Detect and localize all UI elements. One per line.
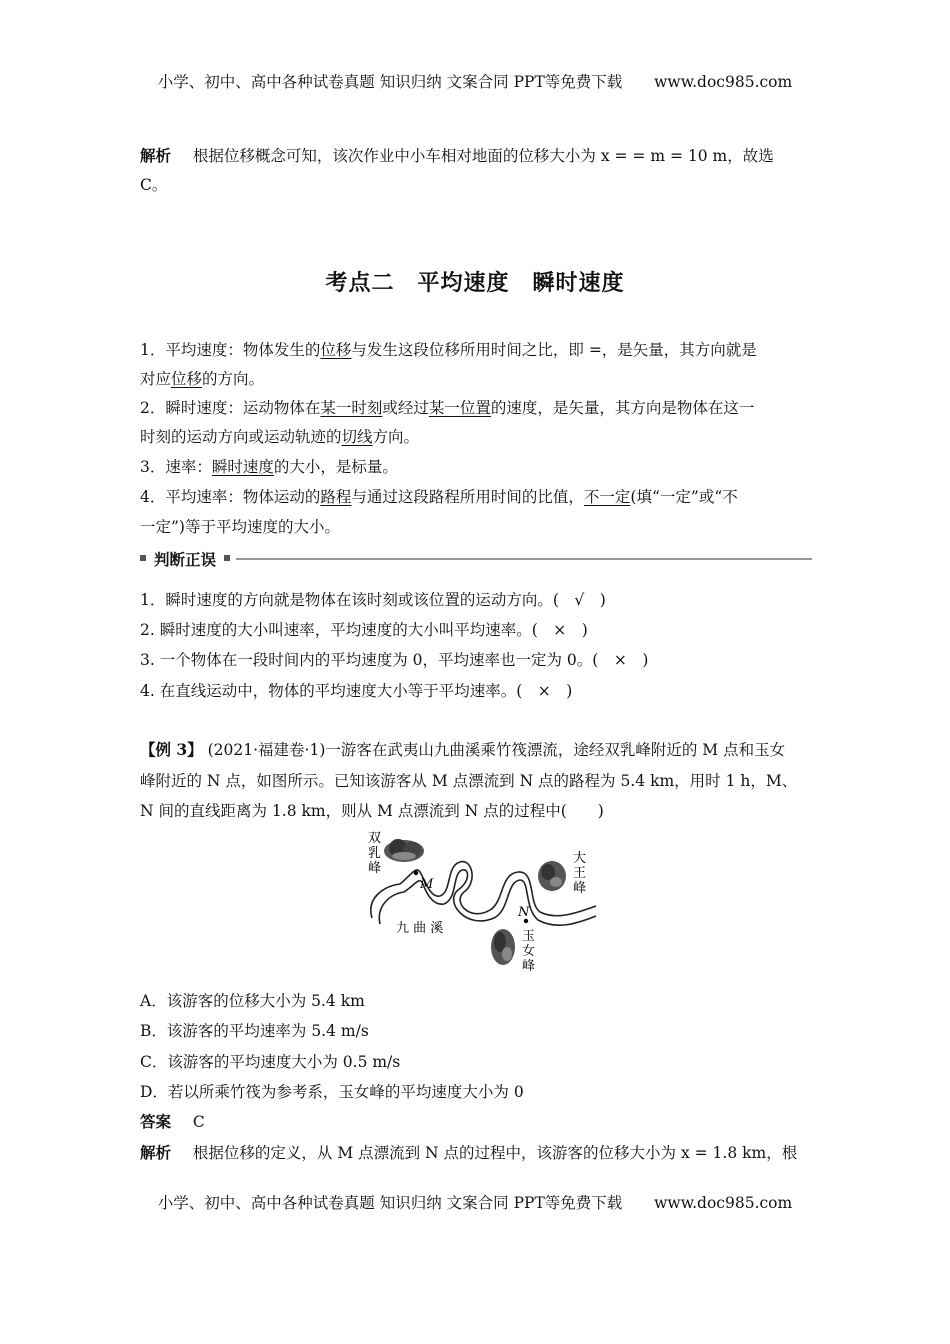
text-segment: 对应 (140, 370, 172, 388)
shuangru-label-3: 峰 (368, 861, 382, 876)
text-segment: (填“一定”或“不 (630, 488, 738, 506)
underlined-answer: 瞬时速度 (211, 458, 274, 476)
footer-url: www.doc985.com (654, 1194, 793, 1212)
option-b: B．该游客的平均速率为 5.4 m/s (140, 1022, 369, 1040)
underlined-answer: 路程 (320, 488, 352, 506)
square-bullet-icon (224, 555, 230, 561)
option-a: A．该游客的位移大小为 5.4 km (140, 992, 365, 1010)
judge-item: 3. 一个物体在一段时间内的平均速度为 0，平均速率也一定为 0。( × ) (140, 651, 649, 669)
answer-value: C (192, 1113, 205, 1131)
text-segment: 2．瞬时速度：运动物体在 (140, 399, 321, 417)
shuangru-label-2: 乳 (368, 846, 382, 861)
text-segment: 方向。 (372, 428, 420, 446)
example-line-2: 峰附近的 N 点，如图所示。已知该游客从 M 点漂流到 N 点的路程为 5.4 km，用时 1 h，M、 (140, 772, 798, 790)
section-title: 考点二 平均速度 瞬时速度 (325, 271, 625, 296)
underlined-answer: 切线 (341, 428, 373, 446)
yunu-label-3: 峰 (522, 959, 536, 974)
option-d: D．若以所乘竹筏为参考系，玉女峰的平均速度大小为 0 (140, 1083, 524, 1101)
dawang-label-3: 峰 (573, 881, 587, 896)
analysis-1-text: 根据位移概念可知，该次作业中小车相对地面的位移大小为 x = = m = 10 m，故选 (192, 147, 774, 165)
yunu-label-2: 女 (522, 944, 536, 959)
def-4-line-1 (140, 487, 812, 507)
underlined-answer: 某一时刻 (320, 399, 383, 417)
def-1-line-1 (140, 340, 812, 360)
analysis-1-line-1 (140, 146, 812, 166)
analysis-1-line-2: C。 (140, 176, 168, 194)
def-4-line-2: 一定”)等于平均速度的大小。 (140, 518, 340, 536)
analysis-2-line (140, 1143, 812, 1163)
header-text: 小学、初中、高中各种试卷真题 知识归纳 文案合同 PPT等免费下载 (157, 73, 623, 91)
text-segment: 3．速率： (140, 458, 212, 476)
text-segment: 1．平均速度：物体发生的 (140, 341, 321, 359)
footer-text: 小学、初中、高中各种试卷真题 知识归纳 文案合同 PPT等免费下载 (157, 1194, 623, 1212)
judge-section-header (140, 548, 812, 570)
example-line-3: N 间的直线距离为 1.8 km，则从 M 点漂流到 N 点的过程中( ) (140, 802, 604, 820)
def-2-line-2 (140, 427, 812, 447)
underlined-answer: 位移 (320, 341, 352, 359)
judge-item: 4. 在直线运动中，物体的平均速度大小等于平均速率。( × ) (140, 682, 573, 700)
analysis-2-text: 根据位移的定义，从 M 点漂流到 N 点的过程中，该游客的位移大小为 x = 1.8 km，根 (192, 1144, 798, 1162)
text-segment: 与发生这段位移所用时间之比，即 =，是矢量，其方向就是 (351, 341, 757, 359)
underlined-answer: 某一位置 (428, 399, 491, 417)
analysis-2-label: 解析 (140, 1143, 172, 1162)
text-segment: 的方向。 (202, 370, 265, 388)
divider (236, 558, 812, 560)
page-header (0, 70, 950, 92)
point-m-marker (414, 871, 418, 875)
river-label: 九 曲 溪 (396, 921, 444, 936)
underlined-answer: 位移 (171, 370, 203, 388)
text-segment: 的速度，是矢量，其方向是物体在这一 (490, 399, 755, 417)
text-segment: 的大小，是标量。 (273, 458, 398, 476)
example-text: (2021·福建卷·1)一游客在武夷山九曲溪乘竹筏漂流，途经双乳峰附近的 M 点和玉女 (207, 741, 786, 759)
text-segment: 4．平均速率：物体运动的 (140, 488, 321, 506)
river-map-figure (360, 826, 600, 986)
dawang-label-2: 王 (573, 866, 587, 881)
analysis-1-label: 解析 (140, 146, 172, 165)
yunu-label-1: 玉 (522, 929, 536, 944)
def-1-line-2 (140, 369, 812, 389)
text-segment: 时刻的运动方向或运动轨迹的 (140, 428, 342, 446)
judge-item: 1．瞬时速度的方向就是物体在该时刻或该位置的运动方向。( √ ) (140, 591, 606, 609)
judge-label: 判断正误 (154, 551, 217, 569)
judge-item: 2. 瞬时速度的大小叫速率，平均速度的大小叫平均速率。( × ) (140, 621, 588, 639)
text-segment: 与通过这段路程所用时间的比值， (351, 488, 584, 506)
shuangru-label-1: 双 (368, 831, 382, 846)
underlined-answer: 不一定 (583, 488, 631, 506)
header-url: www.doc985.com (654, 73, 793, 91)
yunu-peak-drawing (491, 929, 515, 965)
def-2-line-1 (140, 398, 812, 418)
point-n-label: N (518, 905, 530, 920)
option-c: C．该游客的平均速度大小为 0.5 m/s (140, 1053, 401, 1071)
def-3-line (140, 457, 812, 477)
point-m-label: M (420, 877, 434, 892)
example-line-1 (140, 740, 812, 760)
dawang-label-1: 大 (573, 851, 587, 866)
text-segment: 或经过 (382, 399, 429, 417)
answer-label: 答案 (140, 1112, 172, 1131)
dawang-peak-drawing (538, 861, 566, 891)
example-tag: 【例 3】 (140, 740, 203, 759)
page-footer (0, 1191, 950, 1213)
square-bullet-icon (140, 555, 146, 561)
shuangru-peak-drawing (384, 839, 424, 862)
answer-line (140, 1112, 812, 1132)
